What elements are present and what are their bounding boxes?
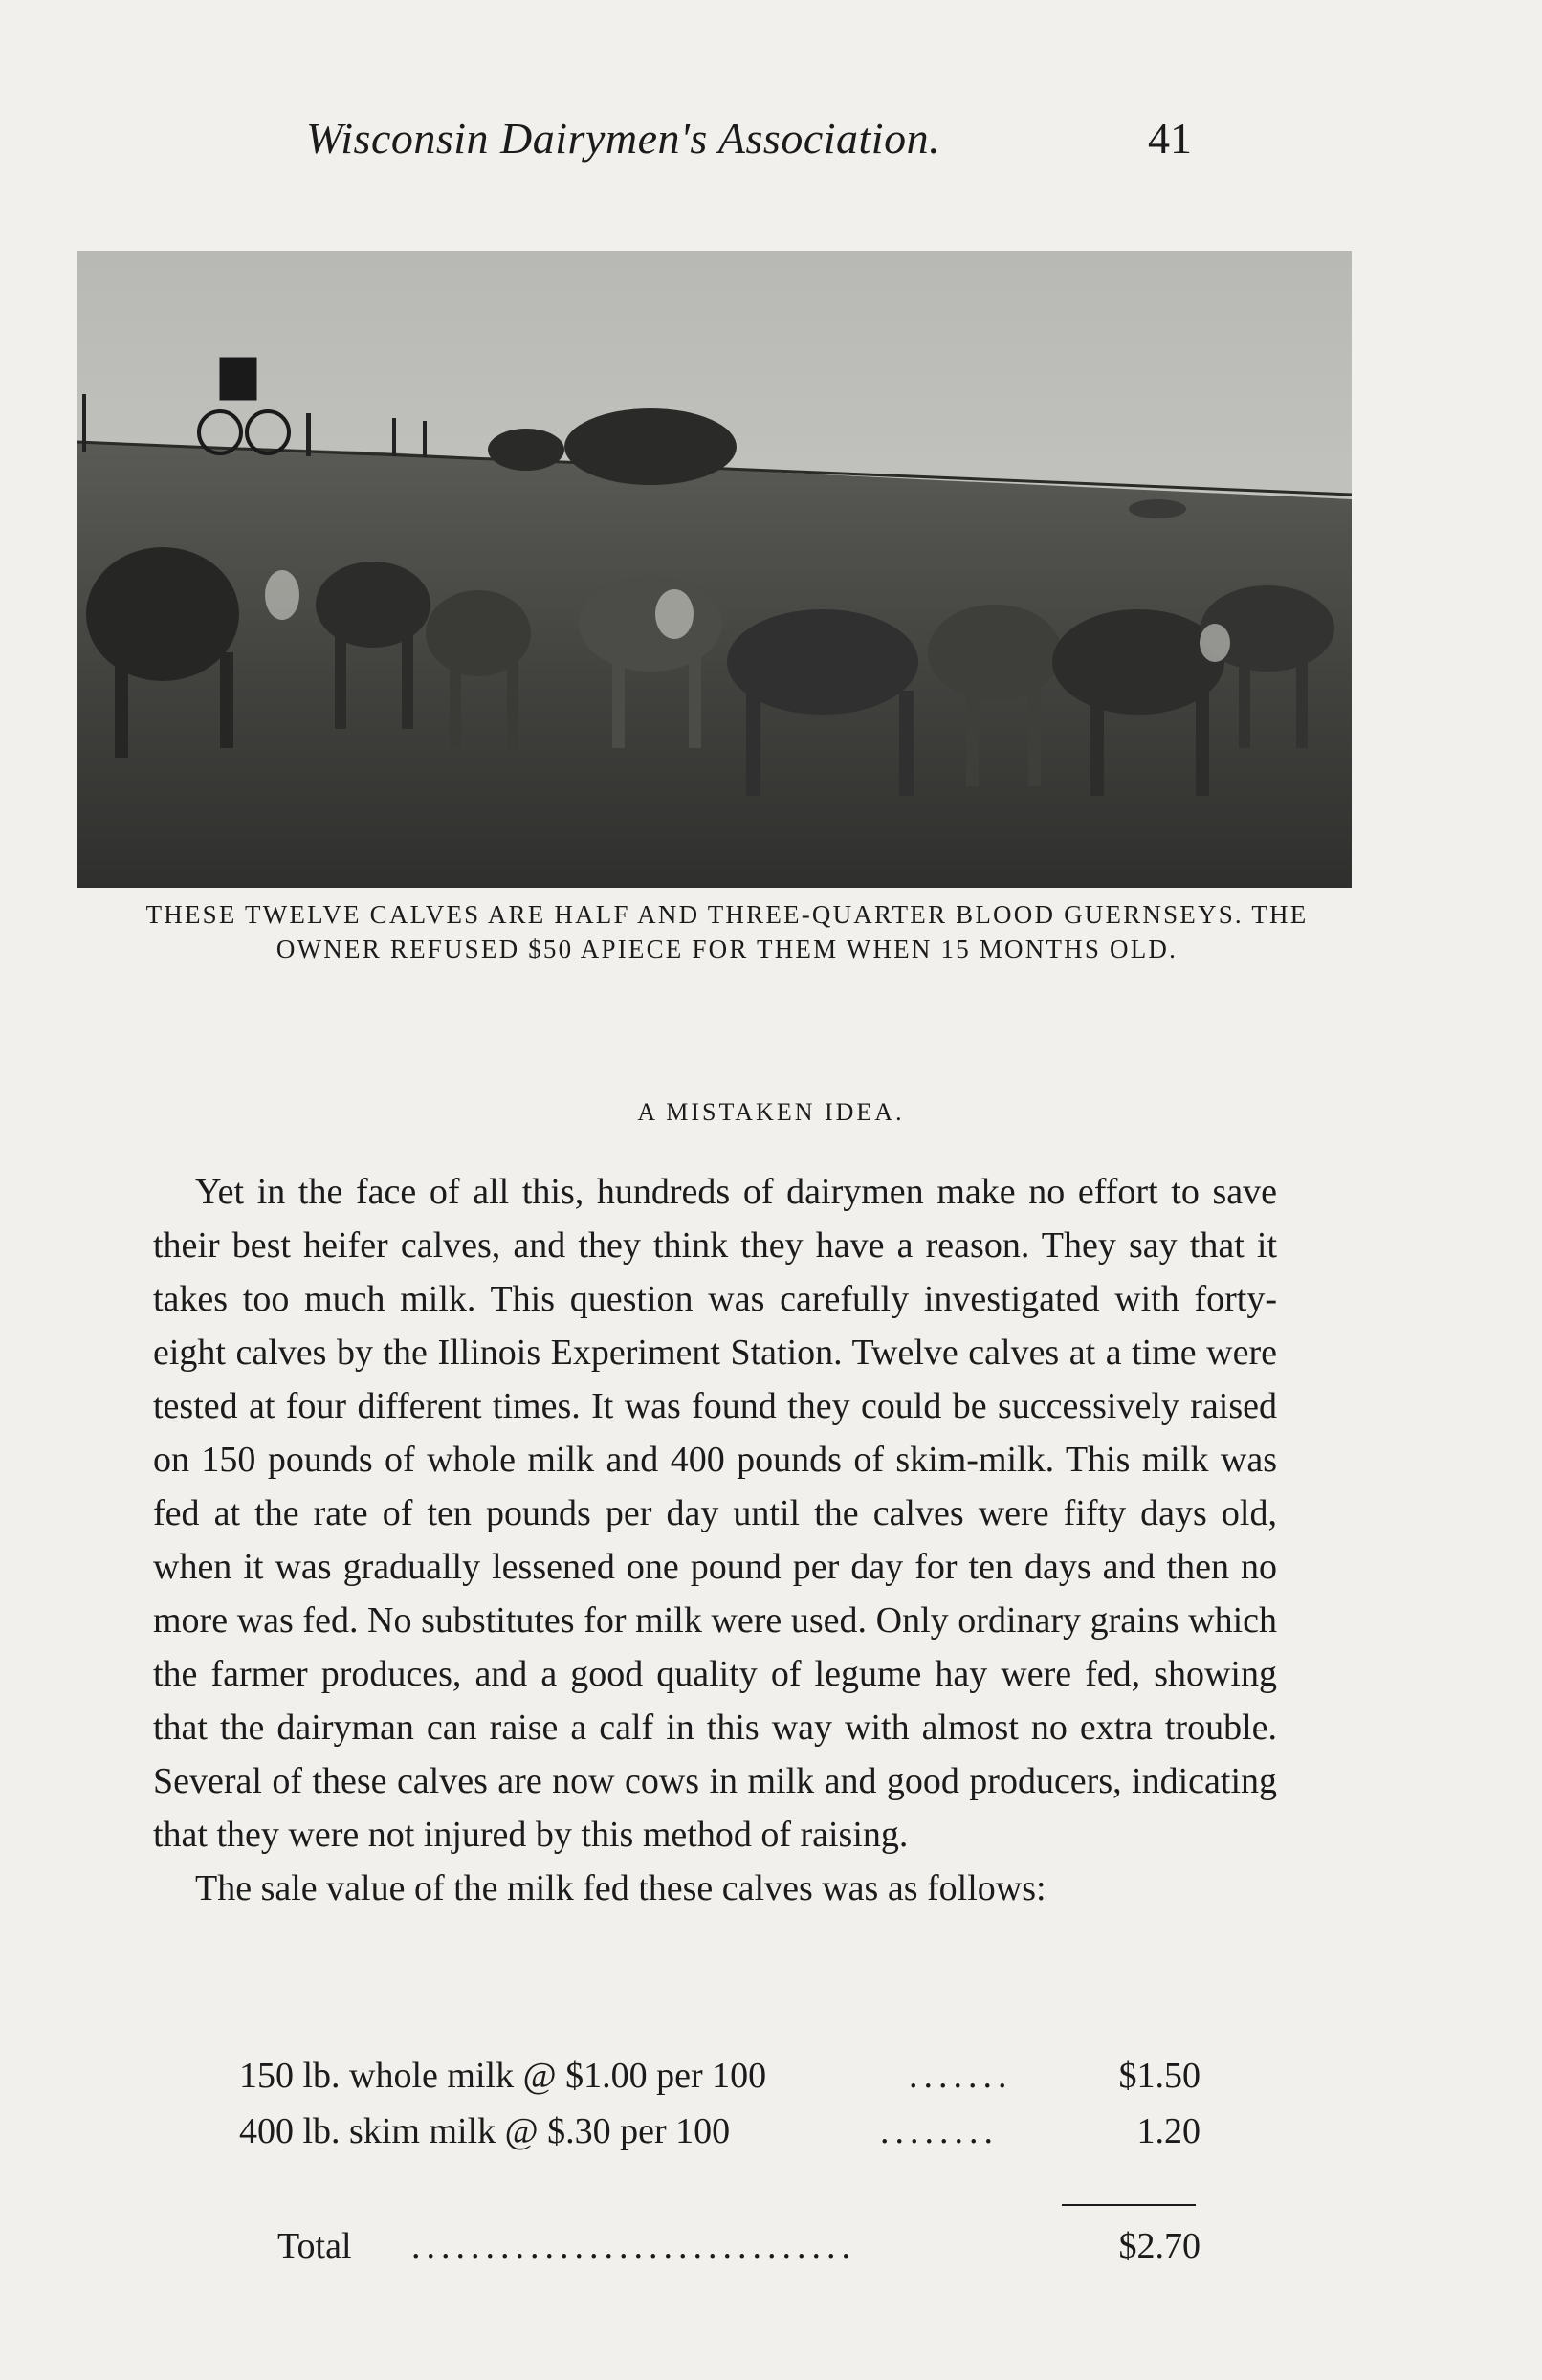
row-amount: 1.20: [1136, 2111, 1201, 2151]
total-amount: $2.70: [1118, 2226, 1201, 2266]
article-body: [153, 1165, 1277, 1915]
body-paragraph: The sale value of the milk fed these calves was as follows:: [195, 1868, 1046, 1908]
row-amount: $1.50: [1118, 2056, 1201, 2096]
sum-rule: [1062, 2204, 1196, 2206]
body-paragraph: Yet in the face of all this, hundreds of dairymen make no effort to save their best heifer calves, and they think they have a reason. They say that it takes too much milk. This question was carefully investigated with forty-eight calves by the Illinois Experiment Station. Twelve calves at a time were tested at four different times. It was found they could be successively raised on 150 pounds of whole milk and 400 pounds of skim-milk. This milk was fed at the rate of ten pounds per day until the calves were fifty days old, when it was gradually lessened one pound per day for ten days and then no more was fed. No substitutes for milk were used. Only ordinary grains which the farmer produces, and a good quality of legume hay were fed, showing that the dairyman can raise a calf in this way with almost no extra trouble. Several of these calves are now cows in milk and good producers, indicating that they were not injured by this method of raising.: [153, 1172, 1277, 1855]
dot-leader: ........: [880, 2111, 999, 2151]
row-item: 150 lb. whole milk @ $1.00 per 100: [239, 2056, 767, 2096]
page-number: 41: [1148, 114, 1192, 163]
row-item: 400 lb. skim milk @ $.30 per 100: [239, 2111, 731, 2151]
running-title: Wisconsin Dairymen's Association.: [306, 114, 941, 163]
photo-caption: THESE TWELVE CALVES ARE HALF AND THREE-QUARTER BLOOD GUERNSEYS. THE OWNER REFUSED $50 APIECE FOR THEM WHEN 15 MONTHS OLD.: [145, 900, 1309, 963]
section-heading: A MISTAKEN IDEA.: [637, 1098, 905, 1126]
page-header: [0, 113, 1542, 180]
table-row: [153, 2110, 1277, 2158]
total-row: [153, 2225, 1277, 2273]
total-label: Total: [277, 2226, 352, 2266]
calves-photograph: [77, 251, 1352, 888]
dot-leader: ..............................: [411, 2226, 856, 2266]
dot-leader: .......: [909, 2056, 1013, 2096]
table-row: [153, 2055, 1277, 2103]
